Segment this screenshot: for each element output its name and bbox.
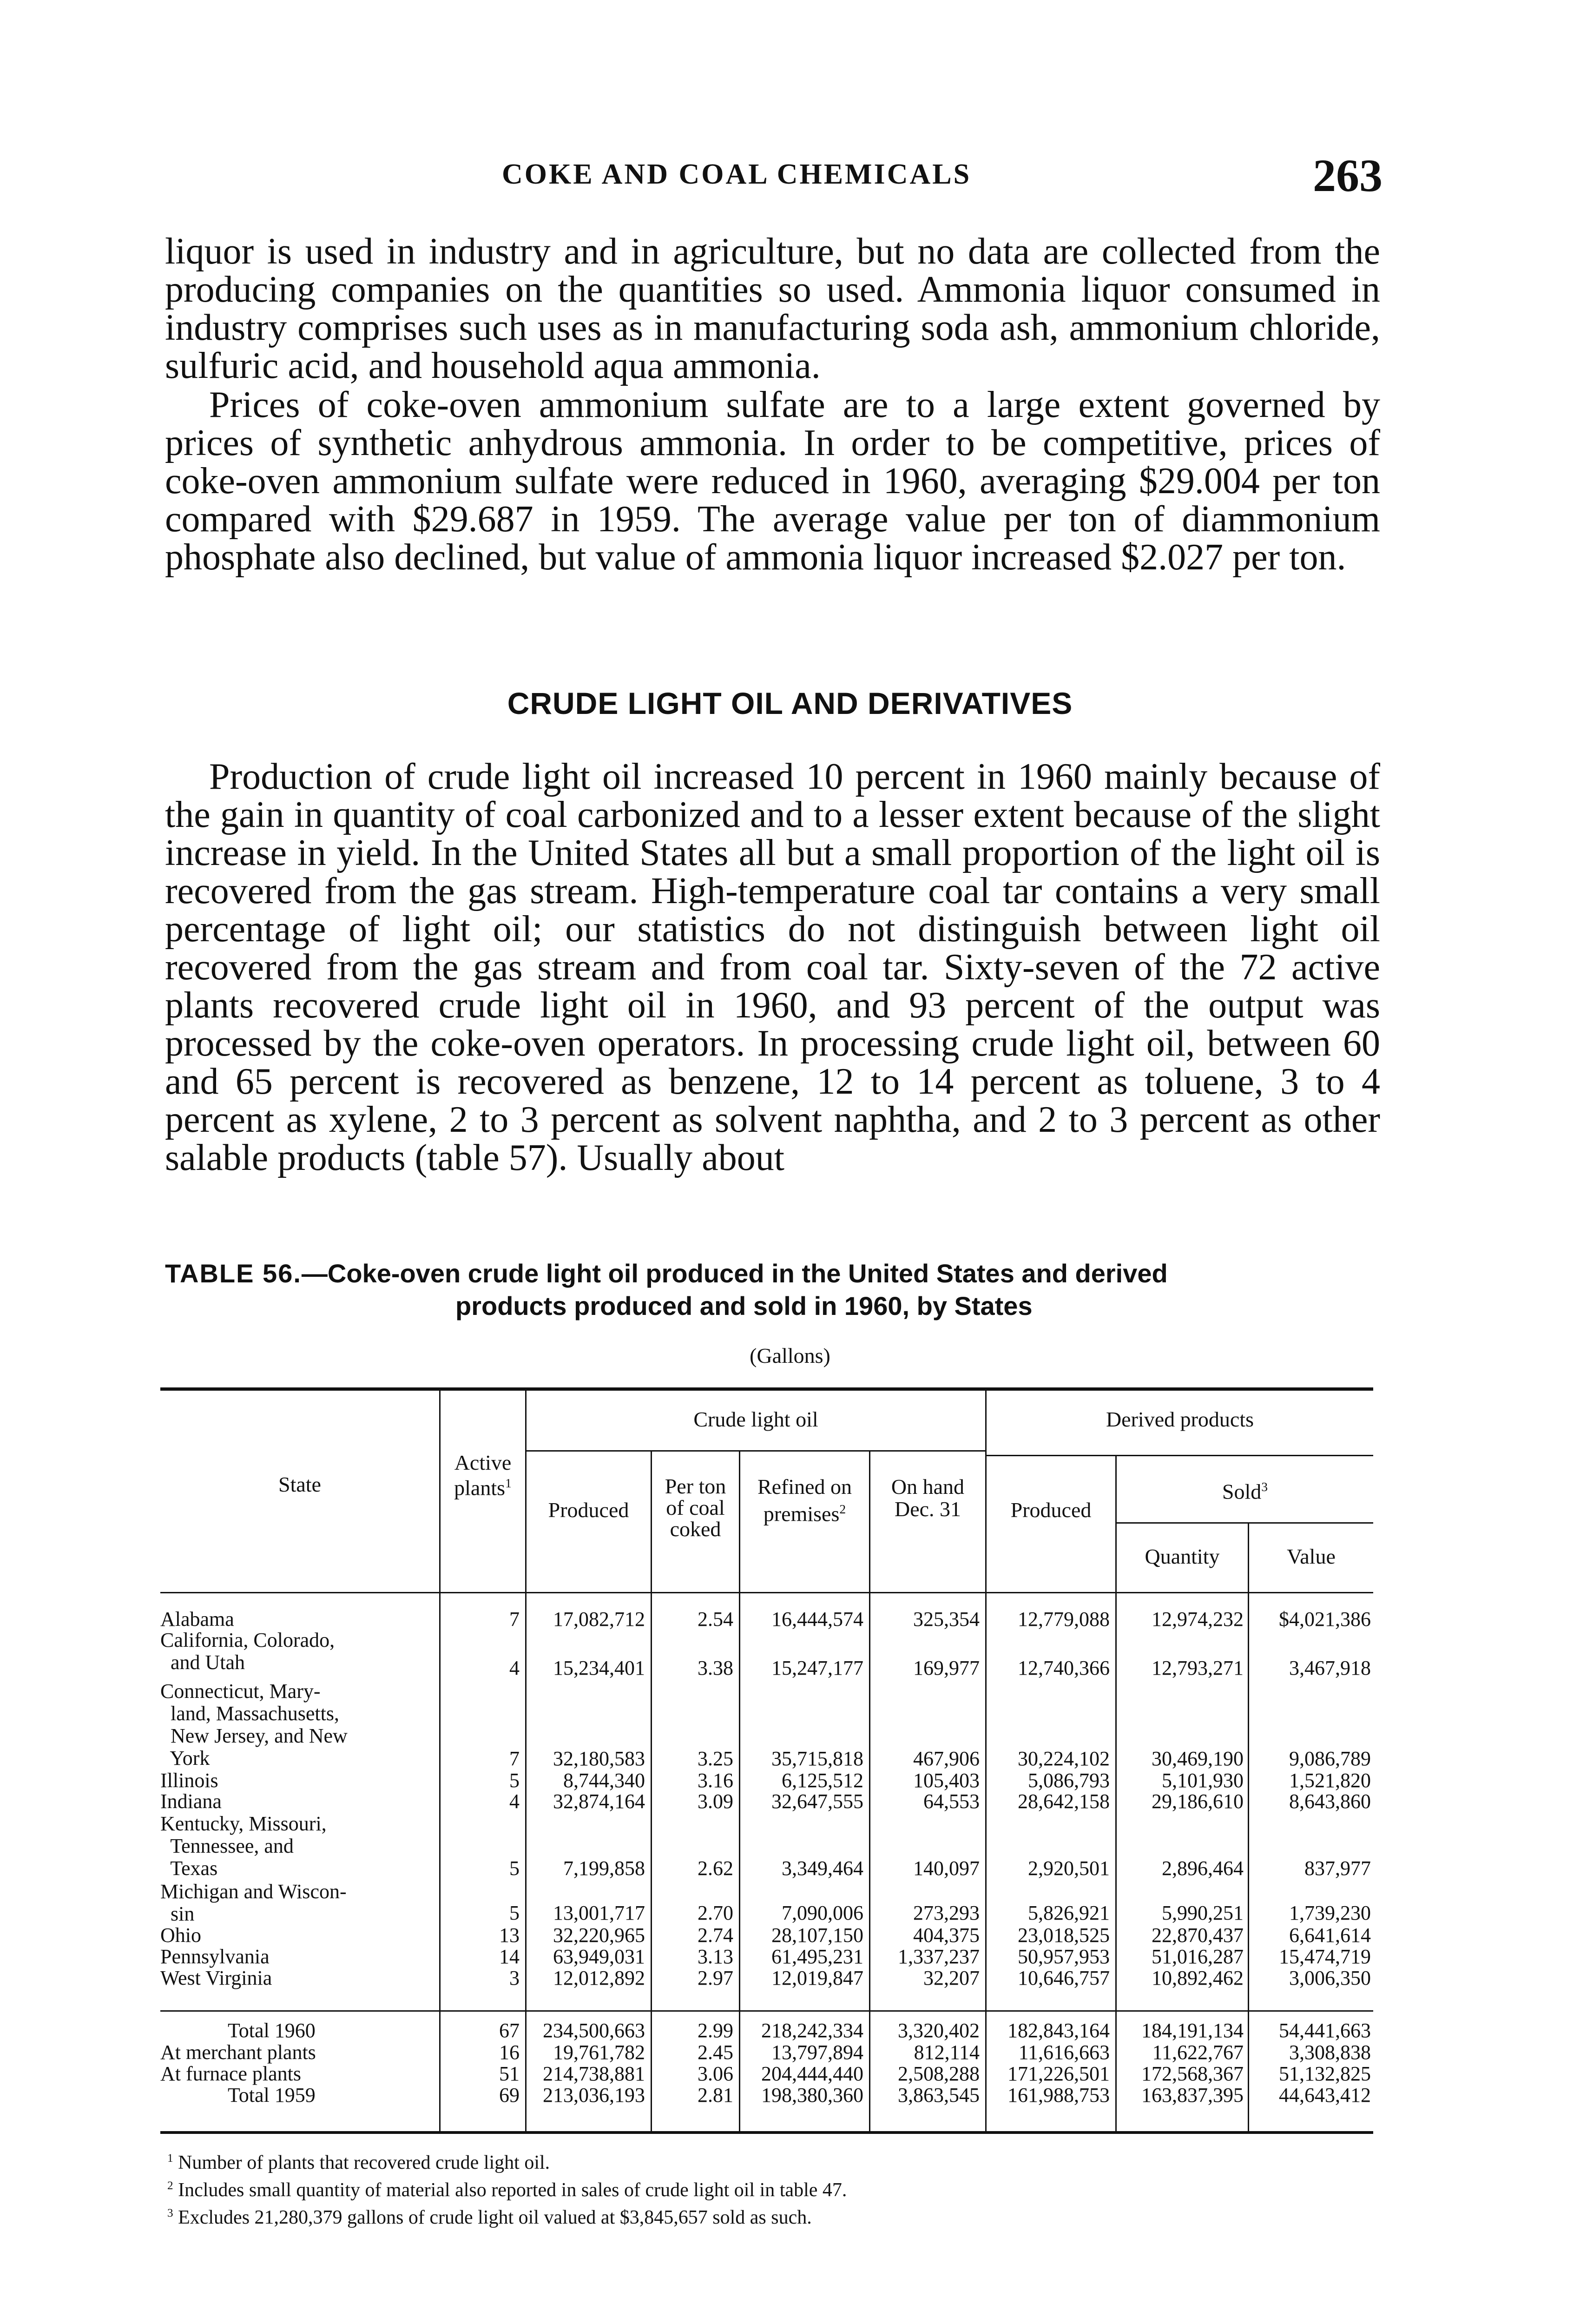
cell-on-hand: 325,354	[913, 1608, 980, 1631]
cell-quantity: 11,622,767	[1152, 2041, 1244, 2064]
cell-produced: 17,082,712	[553, 1608, 645, 1631]
cell-produced: 32,874,164	[553, 1790, 645, 1813]
cell-quantity: 30,469,190	[1152, 1747, 1244, 1770]
paragraph-1: liquor is used in industry and in agriculture, but no data are collected from the producing companies on the quantities so used. Ammonia liquor consumed in industry comprises such uses as in manufacturing soda ash, ammonium chloride, sulfuric acid, and household aqua ammonia.	[165, 231, 1380, 386]
cell-refined: 3,349,464	[782, 1857, 863, 1880]
header-derived-produced: Produced	[1010, 1498, 1092, 1522]
header-sold: Sold$^3$	[1222, 1479, 1268, 1504]
cell-value: 54,441,663	[1279, 2019, 1371, 2042]
cell-quantity: 10,892,462	[1152, 1967, 1244, 1989]
header-on-hand: On hand Dec. 31	[891, 1475, 965, 1521]
cell-produced: 7,199,858	[563, 1857, 645, 1880]
row-state: Connecticut, Mary- land, Massachusetts, New Jersey, and New York	[160, 1680, 348, 1769]
cell-produced: 32,180,583	[553, 1747, 645, 1770]
total-row-label: Total 1960	[228, 2019, 316, 2042]
cell-on-hand: 812,114	[914, 2041, 980, 2064]
cell-derived-produced: 5,826,921	[1028, 1901, 1110, 1924]
cell-produced: 19,761,782	[553, 2041, 645, 2064]
cell-value: 15,474,719	[1279, 1945, 1371, 1968]
cell-produced: 15,234,401	[553, 1657, 645, 1679]
cell-plants: 3	[509, 1967, 520, 1989]
total-row-label: At merchant plants	[160, 2041, 316, 2064]
cell-on-hand: 105,403	[913, 1769, 980, 1792]
cell-per-ton: 2.74	[698, 1924, 733, 1947]
cell-value: 6,641,614	[1289, 1924, 1371, 1947]
cell-per-ton: 2.54	[698, 1608, 733, 1631]
header-per-ton: Per ton of coal coked	[665, 1474, 726, 1541]
cell-value: 8,643,860	[1289, 1790, 1371, 1813]
cell-derived-produced: 23,018,525	[1018, 1924, 1110, 1947]
cell-value: 3,006,350	[1289, 1967, 1371, 1989]
cell-per-ton: 2.99	[698, 2019, 733, 2042]
page-number: 263	[1313, 150, 1382, 201]
cell-refined: 12,019,847	[771, 1967, 863, 1989]
cell-produced: 12,012,892	[553, 1967, 645, 1989]
cell-on-hand: 1,337,237	[898, 1945, 980, 1968]
cell-on-hand: 169,977	[913, 1657, 980, 1679]
header-refined: Refined on premises$^2$	[757, 1475, 852, 1526]
cell-per-ton: 2.62	[698, 1857, 733, 1880]
cell-value: 1,739,230	[1289, 1901, 1371, 1924]
cell-quantity: 12,974,232	[1152, 1608, 1244, 1631]
row-state: Alabama	[160, 1608, 234, 1631]
cell-derived-produced: 161,988,753	[1007, 2084, 1110, 2106]
cell-plants: 5	[509, 1769, 520, 1792]
cell-plants: 14	[499, 1945, 520, 1968]
total-row-label: Total 1959	[228, 2084, 316, 2106]
table-footnotes	[167, 2147, 847, 2230]
cell-produced: 32,220,965	[553, 1924, 645, 1947]
cell-plants: 5	[509, 1901, 520, 1924]
cell-per-ton: 3.09	[698, 1790, 733, 1813]
cell-per-ton: 2.97	[698, 1967, 733, 1989]
cell-refined: 198,380,360	[761, 2084, 863, 2106]
table-top-rule	[160, 1387, 1373, 1391]
cell-quantity: 172,568,367	[1141, 2062, 1244, 2085]
cell-per-ton: 3.16	[698, 1769, 733, 1792]
cell-per-ton: 3.38	[698, 1657, 733, 1679]
cell-on-hand: 273,293	[913, 1901, 980, 1924]
cell-on-hand: 3,320,402	[898, 2019, 980, 2042]
table-bottom-rule	[160, 2131, 1373, 2134]
cell-quantity: 51,016,287	[1152, 1945, 1244, 1968]
cell-on-hand: 64,553	[923, 1790, 980, 1813]
row-state: Ohio	[160, 1924, 201, 1947]
running-head	[0, 149, 1580, 200]
cell-refined: 204,444,440	[761, 2062, 863, 2085]
cell-on-hand: 404,375	[913, 1924, 980, 1947]
header-state: State	[278, 1472, 321, 1496]
cell-quantity: 22,870,437	[1152, 1924, 1244, 1947]
cell-produced: 63,949,031	[553, 1945, 645, 1968]
footnote: $^1$ Number of plants that recovered crude light oil.	[167, 2152, 550, 2173]
cell-per-ton: 3.06	[698, 2062, 733, 2085]
cell-refined: 35,715,818	[771, 1747, 863, 1770]
cell-on-hand: 32,207	[923, 1967, 980, 1989]
cell-quantity: 163,837,395	[1141, 2084, 1244, 2106]
table-title-line-1: —Coke-oven crude light oil produced in the United States and derived	[301, 1259, 1168, 1288]
header-value: Value	[1287, 1545, 1336, 1568]
cell-derived-produced: 171,226,501	[1007, 2062, 1110, 2085]
cell-plants: 4	[509, 1790, 520, 1813]
cell-refined: 61,495,231	[771, 1945, 863, 1968]
cell-value: 51,132,825	[1279, 2062, 1371, 2085]
cell-quantity: 12,793,271	[1152, 1657, 1244, 1679]
cell-per-ton: 2.70	[698, 1901, 733, 1924]
cell-derived-produced: 2,920,501	[1028, 1857, 1110, 1880]
cell-produced: 234,500,663	[543, 2019, 645, 2042]
header-derived-products: Derived products	[1106, 1407, 1254, 1431]
totals-top-rule	[160, 2010, 1373, 2012]
cell-per-ton: 3.13	[698, 1945, 733, 1968]
header-active-plants: Active plants$^1$	[454, 1451, 512, 1500]
header-quantity: Quantity	[1145, 1545, 1220, 1568]
cell-refined: 16,444,574	[771, 1608, 863, 1631]
cell-value: 44,643,412	[1279, 2084, 1371, 2106]
cell-plants: 5	[509, 1857, 520, 1880]
header-crude-light-oil: Crude light oil	[693, 1407, 818, 1431]
cell-plants: 69	[499, 2084, 520, 2106]
cell-plants: 4	[509, 1657, 520, 1679]
cell-derived-produced: 11,616,663	[1018, 2041, 1110, 2064]
cell-plants: 7	[509, 1747, 520, 1770]
cell-on-hand: 467,906	[913, 1747, 980, 1770]
cell-per-ton: 3.25	[698, 1747, 733, 1770]
cell-refined: 15,247,177	[771, 1657, 863, 1679]
cell-value: 9,086,789	[1289, 1747, 1371, 1770]
sold-rule	[1115, 1522, 1373, 1524]
cell-produced: 213,036,193	[543, 2084, 645, 2106]
cell-value: 1,521,820	[1289, 1769, 1371, 1792]
cell-derived-produced: 30,224,102	[1018, 1747, 1110, 1770]
cell-per-ton: 2.81	[698, 2084, 733, 2106]
cell-quantity: 184,191,134	[1141, 2019, 1244, 2042]
cell-plants: 51	[499, 2062, 520, 2085]
cell-quantity: 29,186,610	[1152, 1790, 1244, 1813]
section-heading: CRUDE LIGHT OIL AND DERIVATIVES	[507, 686, 1073, 720]
row-state: West Virginia	[160, 1967, 272, 1989]
cell-on-hand: 140,097	[913, 1857, 980, 1880]
running-title: COKE AND COAL CHEMICALS	[502, 158, 972, 190]
cell-refined: 6,125,512	[782, 1769, 863, 1792]
cell-quantity: 5,990,251	[1162, 1901, 1244, 1924]
cell-derived-produced: 12,779,088	[1018, 1608, 1110, 1631]
cell-value: $4,021,386	[1279, 1608, 1371, 1631]
table-title-line-2: products produced and sold in 1960, by States	[455, 1291, 1033, 1320]
cell-plants: 13	[499, 1924, 520, 1947]
cell-per-ton: 2.45	[698, 2041, 733, 2064]
cell-quantity: 2,896,464	[1162, 1857, 1244, 1880]
cell-value: 3,467,918	[1289, 1657, 1371, 1679]
cell-derived-produced: 10,646,757	[1018, 1967, 1110, 1989]
table-units: (Gallons)	[750, 1344, 830, 1367]
derived-group-rule	[985, 1455, 1373, 1456]
header-produced: Produced	[548, 1498, 629, 1522]
cell-produced: 214,738,881	[543, 2062, 645, 2085]
footnote: $^3$ Excludes 21,280,379 gallons of crude light oil valued at $3,845,657 sold as such.	[167, 2207, 812, 2228]
row-state: Indiana	[160, 1790, 222, 1813]
cell-plants: 7	[509, 1608, 520, 1631]
row-state: Kentucky, Missouri, Tennessee, and Texas	[160, 1812, 327, 1880]
cell-on-hand: 3,863,545	[898, 2084, 980, 2106]
cell-produced: 8,744,340	[563, 1769, 645, 1792]
cell-plants: 16	[499, 2041, 520, 2064]
table-caption	[165, 1257, 1380, 1322]
cell-plants: 67	[499, 2019, 520, 2042]
row-state: California, Colorado, and Utah	[160, 1629, 335, 1674]
row-state: Michigan and Wiscon- sin	[160, 1880, 347, 1925]
cell-derived-produced: 50,957,953	[1018, 1945, 1110, 1968]
crude-group-rule	[525, 1450, 985, 1452]
total-row-label: At furnace plants	[160, 2062, 301, 2085]
cell-quantity: 5,101,930	[1162, 1769, 1244, 1792]
cell-derived-produced: 5,086,793	[1028, 1769, 1110, 1792]
footnote: $^2$ Includes small quantity of material also reported in sales of crude light oil in table 47.	[167, 2179, 847, 2201]
cell-refined: 7,090,006	[782, 1901, 863, 1924]
cell-on-hand: 2,508,288	[898, 2062, 980, 2085]
paragraph-3: Production of crude light oil increased 10 percent in 1960 mainly because of the gain in quantity of coal carbonized and to a lesser extent because of the slight increase in yield. In the United States all but a small proportion of the light oil is recovered from the gas stream. High-temperature coal tar contains a very small percentage of light oil; our statistics do not distinguish between light oil recovered from the gas stream and from coal tar. Sixty-seven of the 72 active plants recovered crude light oil in 1960, and 93 percent of the output was processed by the coke-oven operators. In processing crude light oil, between 60 and 65 percent is recovered as benzene, 12 to 14 percent as toluene, 3 to 4 percent as xylene, 2 to 3 percent as solvent naphtha, and 2 to 3 percent as other salable products (table 57). Usually about	[165, 756, 1380, 1178]
cell-refined: 28,107,150	[771, 1924, 863, 1947]
cell-refined: 32,647,555	[771, 1790, 863, 1813]
paragraph-2: Prices of coke-oven ammonium sulfate are to a large extent governed by prices of synthetic anhydrous ammonia. In order to be competitive, prices of coke-oven ammonium sulfate were reduced in 1960, averaging $29.004 per ton compared with $29.687 in 1959. The average value per ton of diammonium phosphate also declined, but value of ammonia liquor increased $2.027 per ton.	[165, 384, 1380, 578]
cell-refined: 13,797,894	[771, 2041, 863, 2064]
cell-derived-produced: 182,843,164	[1007, 2019, 1110, 2042]
cell-produced: 13,001,717	[553, 1901, 645, 1924]
row-state: Illinois	[160, 1769, 218, 1792]
cell-derived-produced: 28,642,158	[1018, 1790, 1110, 1813]
cell-refined: 218,242,334	[761, 2019, 863, 2042]
header-bottom-rule	[160, 1592, 1373, 1593]
cell-derived-produced: 12,740,366	[1018, 1657, 1110, 1679]
cell-value: 837,977	[1304, 1857, 1371, 1880]
cell-value: 3,308,838	[1289, 2041, 1371, 2064]
table-label: TABLE 56.	[165, 1259, 302, 1288]
row-state: Pennsylvania	[160, 1945, 270, 1968]
